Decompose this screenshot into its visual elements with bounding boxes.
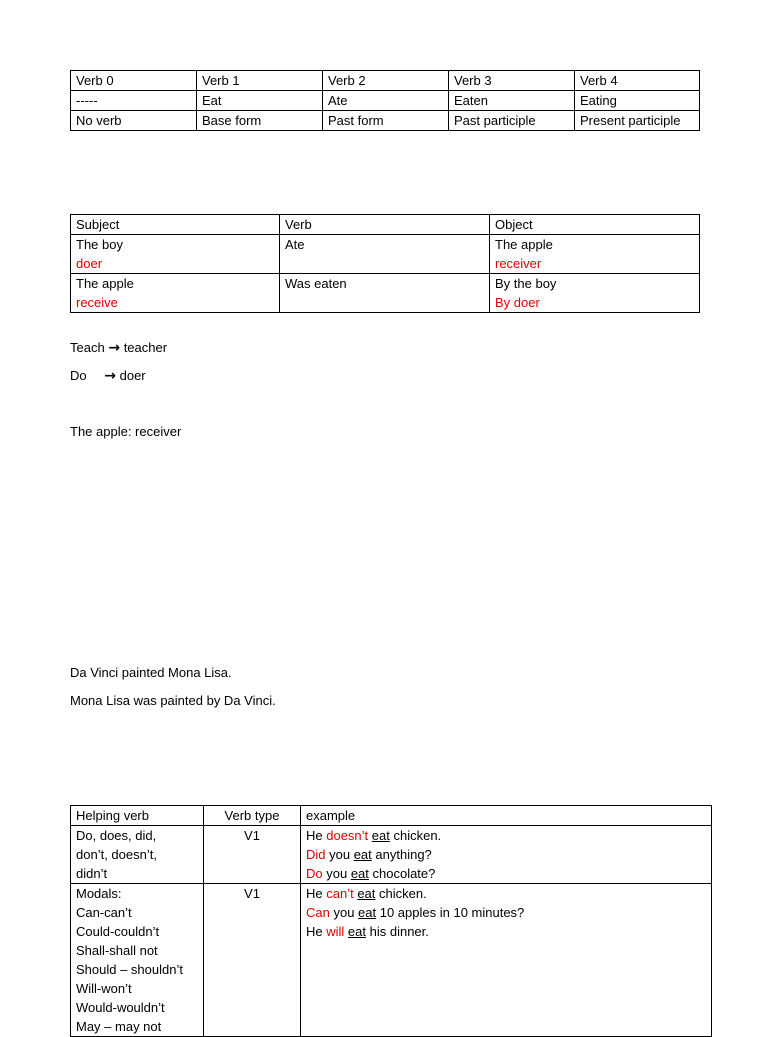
table-row — [71, 71, 700, 91]
header-cell: Object — [490, 215, 700, 235]
verb-forms-table — [70, 70, 700, 131]
main-verb-underline: eat — [350, 866, 369, 881]
right-arrow-icon: → — [104, 368, 116, 384]
example-line — [306, 845, 706, 864]
example-line — [306, 864, 706, 883]
word-teacher: teacher — [123, 340, 168, 355]
main-verb-underline: eat — [371, 828, 390, 843]
table-cell: Ate — [323, 91, 449, 111]
table-cell: Eat — [197, 91, 323, 111]
table-row — [71, 274, 700, 313]
example-text: anything? — [371, 847, 432, 862]
table-cell: Verb 0 — [71, 71, 197, 91]
right-arrow-icon: → — [108, 340, 121, 356]
examples-cell — [301, 884, 712, 1037]
example-text: you — [329, 905, 359, 920]
example-text: 10 apples in 10 minutes? — [376, 905, 525, 920]
table-cell: Base form — [197, 111, 323, 131]
helpers-cell — [71, 826, 204, 884]
header-cell: Subject — [71, 215, 280, 235]
table-cell: Eaten — [449, 91, 575, 111]
example-text: chicken. — [375, 886, 427, 901]
header-cell: Verb type — [204, 806, 301, 826]
word-doer: doer — [119, 368, 146, 383]
example-line — [306, 884, 706, 903]
table-cell: Present participle — [575, 111, 700, 131]
table-cell — [71, 235, 280, 274]
helper-line: May – may not — [76, 1019, 162, 1034]
example-text: He — [306, 886, 327, 901]
table-cell: Verb 2 — [323, 71, 449, 91]
object-note: receiver — [495, 256, 542, 271]
table-cell: No verb — [71, 111, 197, 131]
table-cell — [490, 274, 700, 313]
object-text: By the boy — [495, 276, 557, 291]
table-row — [71, 91, 700, 111]
table-row — [71, 806, 712, 826]
table-cell: Eating — [575, 91, 700, 111]
example-text: He — [306, 924, 327, 939]
helping-verb-table — [70, 805, 712, 1037]
helper-line: don’t, doesn’t, — [76, 847, 157, 862]
verb-type-cell: V1 — [204, 826, 301, 884]
helping-verb-highlight: will — [326, 924, 345, 939]
helper-line: Will-won’t — [76, 981, 132, 996]
helping-verb-highlight: can’t — [326, 886, 354, 901]
note-apple-receiver: The apple: receiver — [70, 424, 182, 439]
active-sentence: Da Vinci painted Mona Lisa. — [70, 665, 232, 680]
note-do-doer — [70, 367, 146, 385]
object-text: The apple — [495, 237, 553, 252]
helper-line: Can-can’t — [76, 905, 132, 920]
table-cell: Verb 3 — [449, 71, 575, 91]
example-line — [306, 903, 706, 922]
subject-text: The apple — [76, 276, 134, 291]
table-row — [71, 884, 712, 1037]
helper-line: Could-couldn’t — [76, 924, 160, 939]
subject-note: doer — [76, 256, 103, 271]
helpers-cell — [71, 884, 204, 1037]
table-cell — [490, 235, 700, 274]
header-cell: Helping verb — [71, 806, 204, 826]
helper-line: Would-wouldn’t — [76, 1000, 165, 1015]
table-row — [71, 111, 700, 131]
table-cell: Verb 4 — [575, 71, 700, 91]
example-text: He — [306, 828, 327, 843]
verb-type-cell: V1 — [204, 884, 301, 1037]
helper-line: Should – shouldn’t — [76, 962, 183, 977]
helping-verb-highlight: Did — [306, 847, 326, 862]
note-teach-teacher — [70, 339, 167, 357]
word-do: Do — [70, 368, 87, 383]
example-text: you — [325, 847, 354, 862]
example-text: chicken. — [389, 828, 442, 843]
table-cell: Past form — [323, 111, 449, 131]
table-cell: Verb 1 — [197, 71, 323, 91]
subject-verb-object-table — [70, 214, 700, 313]
main-verb-underline: eat — [358, 905, 377, 920]
subject-note: receive — [76, 295, 118, 310]
word-teach: Teach — [70, 340, 105, 355]
examples-cell — [301, 826, 712, 884]
table-cell: ----- — [71, 91, 197, 111]
subject-text: The boy — [76, 237, 123, 252]
example-line — [306, 922, 706, 941]
example-text: his dinner. — [366, 924, 429, 939]
helper-line: Shall-shall not — [76, 943, 158, 958]
helping-verb-highlight: Do — [306, 866, 323, 881]
table-cell: Past participle — [449, 111, 575, 131]
example-text: chocolate? — [368, 866, 436, 881]
object-note: By doer — [495, 295, 540, 310]
helper-line: didn’t — [76, 866, 108, 881]
table-row — [71, 826, 712, 884]
main-verb-underline: eat — [353, 847, 372, 862]
header-cell: Verb — [280, 215, 490, 235]
helping-verb-highlight: Can — [306, 905, 330, 920]
example-line — [306, 826, 706, 845]
main-verb-underline: eat — [357, 886, 376, 901]
table-cell: Was eaten — [280, 274, 490, 313]
table-row — [71, 215, 700, 235]
table-row — [71, 235, 700, 274]
helping-verb-highlight: doesn’t — [326, 828, 369, 843]
helper-line: Modals: — [76, 886, 122, 901]
table-cell — [71, 274, 280, 313]
table-cell: Ate — [280, 235, 490, 274]
helper-line: Do, does, did, — [76, 828, 157, 843]
header-cell: example — [301, 806, 712, 826]
main-verb-underline: eat — [347, 924, 366, 939]
passive-sentence: Mona Lisa was painted by Da Vinci. — [70, 693, 276, 708]
example-text: you — [322, 866, 351, 881]
